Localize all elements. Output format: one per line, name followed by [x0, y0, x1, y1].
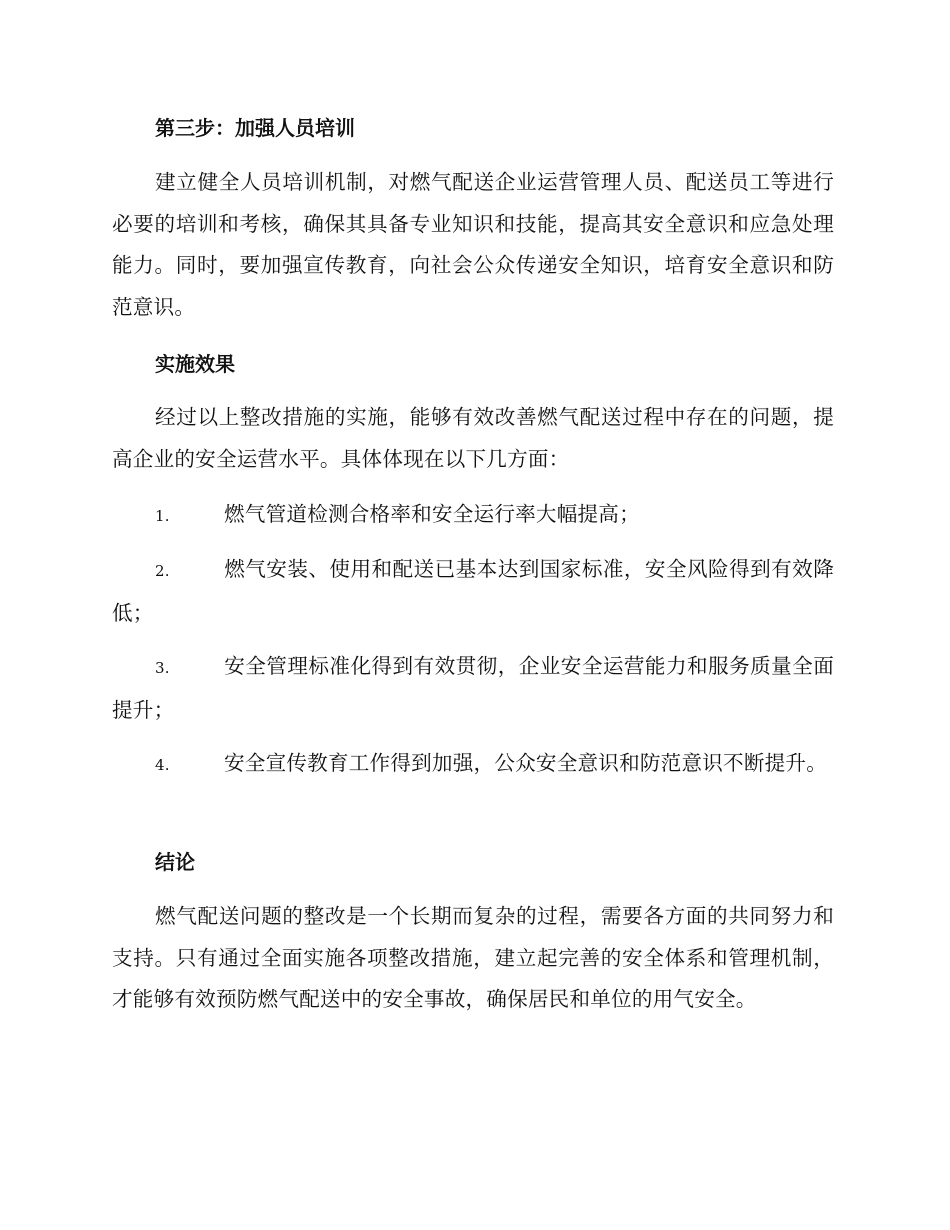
- list-item: [112, 743, 834, 787]
- list-item-number: 2.: [155, 562, 170, 580]
- paragraph-conclusion: 燃气配送问题的整改是一个长期而复杂的过程，需要各方面的共同努力和支持。只有通过全面实施各项整改措施，建立起完善的安全体系和管理机制，才能够有效预防燃气配送中的安全事故，确保居民和单位的用气安全。: [112, 904, 834, 1011]
- list-item-text: 燃气安装、使用和配送已基本达到国家标准，安全风险得到有效降低；: [112, 557, 834, 625]
- heading-step3: 第三步：加强人员培训: [155, 116, 355, 140]
- list-item: [112, 494, 834, 538]
- list-item-text: 安全管理标准化得到有效贯彻，企业安全运营能力和服务质量全面提升；: [112, 654, 834, 722]
- list-item-text: 安全宣传教育工作得到加强，公众安全意识和防范意识不断提升。: [224, 751, 828, 775]
- list-item-number: 4.: [155, 756, 170, 774]
- paragraph-effect: 经过以上整改措施的实施，能够有效改善燃气配送过程中存在的问题，提高企业的安全运营水平。具体体现在以下几方面：: [112, 405, 834, 471]
- list-item: [112, 549, 834, 634]
- heading-conclusion: 结论: [155, 850, 195, 874]
- list-item-number: 1.: [155, 507, 170, 525]
- paragraph-step3: 建立健全人员培训机制，对燃气配送企业运营管理人员、配送员工等进行必要的培训和考核，确保其具备专业知识和技能，提高其安全意识和应急处理能力。同时，要加强宣传教育，向社会公众传递安全知识，培育安全意识和防范意识。: [112, 170, 834, 319]
- list-item-text: 燃气管道检测合格率和安全运行率大幅提高；: [224, 502, 640, 526]
- list-item-number: 3.: [155, 659, 170, 677]
- heading-effect: 实施效果: [155, 352, 235, 376]
- list-item: [112, 646, 834, 731]
